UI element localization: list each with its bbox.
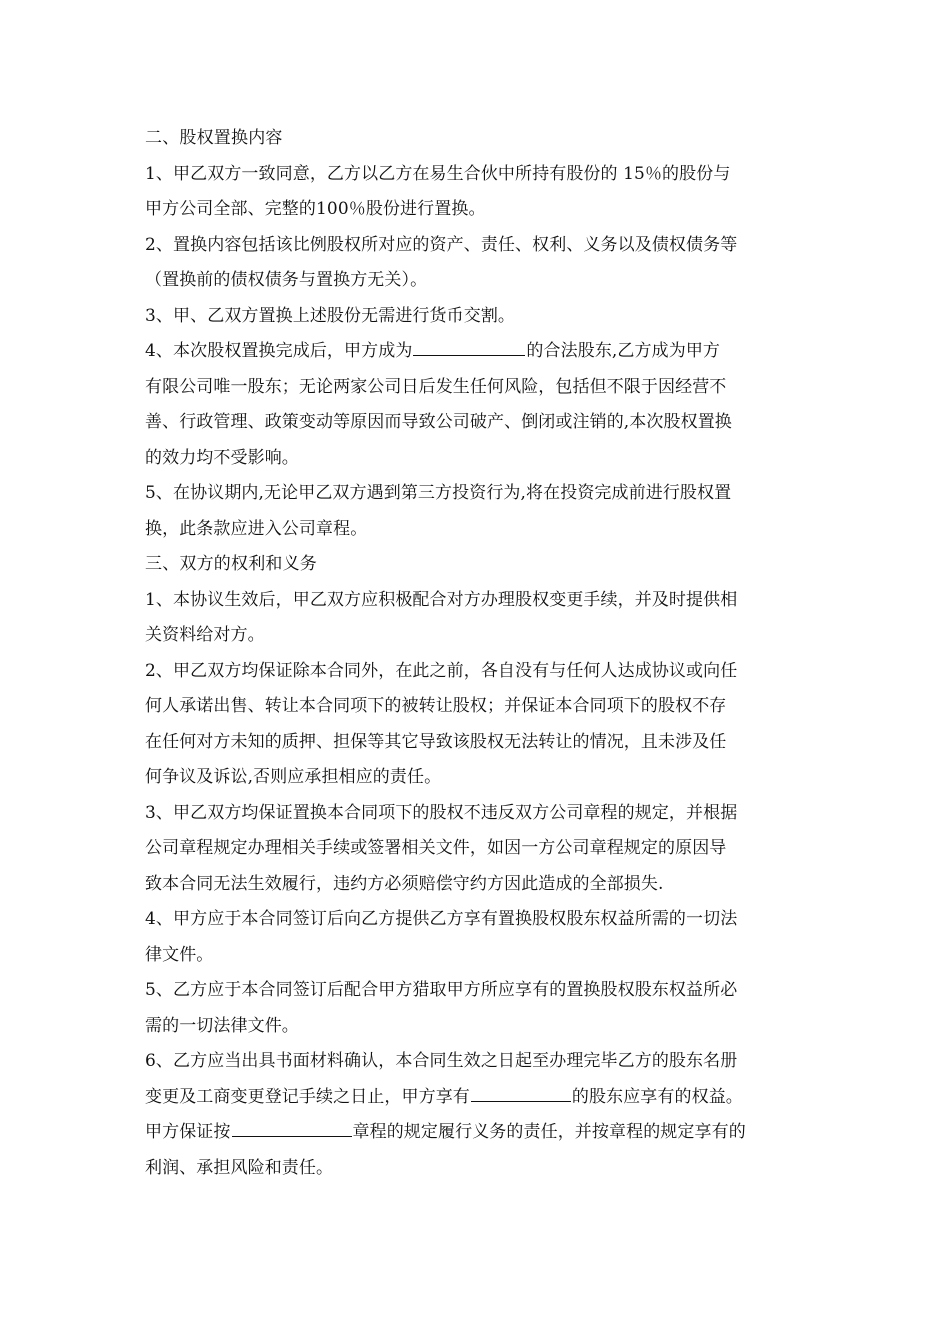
obligation-6-text-after-blank: 的股东应享有的权益。 — [571, 1086, 743, 1107]
clause-2-line-2: （置换前的债权债务与置换方无关）。 — [145, 270, 428, 290]
clause-4-line-3: 善、行政管理、政策变动等原因而导致公司破产、倒闭或注销的,本次股权置换 — [145, 412, 732, 432]
clause-4-line-1 — [145, 334, 815, 370]
obligation-2-line-1: 2、甲乙双方均保证除本合同外，在此之前，各自没有与任何人达成协议或向任 — [145, 660, 738, 681]
obligation-3-line-3: 致本合同无法生效履行，违约方必须赔偿守约方因此造成的全部损失. — [145, 873, 664, 894]
obligation-1-line-1: 1、本协议生效后，甲乙双方应积极配合对方办理股权变更手续，并及时提供相 — [145, 589, 738, 610]
clause-4-line-2: 有限公司唯一股东；无论两家公司日后发生任何风险，包括但不限于因经营不 — [145, 376, 727, 397]
fill-in-blank-company-articles[interactable] — [232, 1116, 352, 1137]
clause-5-line-1: 5、在协议期内,无论甲乙双方遇到第三方投资行为,将在投资完成前进行股权置 — [145, 483, 732, 503]
obligation-4-line-1: 4、甲方应于本合同签订后向乙方提供乙方享有置换股权股东权益所需的一切法 — [145, 909, 738, 929]
obligation-6-line-3-text-before-blank: 甲方保证按 — [145, 1122, 231, 1142]
section-heading-rights-obligations: 三、双方的权利和义务 — [145, 554, 317, 574]
obligation-6-line-4: 利润、承担风险和责任。 — [145, 1157, 334, 1178]
clause-4-text-before-blank: 4、本次股权置换完成后，甲方成为 — [145, 341, 413, 361]
obligation-3-line-2: 公司章程规定办理相关手续或签署相关文件，如因一方公司章程规定的原因导 — [145, 838, 727, 858]
clause-3-line-1: 3、甲、乙双方置换上述股份无需进行货币交割。 — [145, 305, 516, 326]
fill-in-blank-company-shareholder[interactable] — [471, 1081, 571, 1102]
clause-1-line-1: 1、甲乙双方一致同意，乙方以乙方在易生合伙中所持有股份的 15％的股份与 — [145, 163, 731, 184]
obligation-6-line-3 — [145, 1115, 815, 1151]
obligation-6-text-before-blank: 变更及工商变更登记手续之日止，甲方享有 — [145, 1086, 470, 1107]
clause-5-line-2: 换，此条款应进入公司章程。 — [145, 518, 368, 539]
section-heading-equity-swap: 二、股权置换内容 — [145, 128, 283, 148]
document-body — [145, 121, 815, 1186]
obligation-5-line-2: 需的一切法律文件。 — [145, 1015, 299, 1036]
obligation-5-line-1: 5、乙方应于本合同签订后配合甲方猎取甲方所应享有的置换股权股东权益所必 — [145, 980, 738, 1000]
obligation-4-line-2: 律文件。 — [145, 944, 214, 965]
fill-in-blank-shareholder-company[interactable] — [413, 335, 525, 356]
obligation-6-line-2 — [145, 1080, 815, 1116]
obligation-1-line-2: 关资料给对方。 — [145, 625, 265, 645]
obligation-6-line-3-text-after-blank: 章程的规定履行义务的责任，并按章程的规定享有的 — [352, 1122, 746, 1142]
clause-4-text-after-blank: 的合法股东,乙方成为甲方 — [526, 341, 721, 361]
obligation-2-line-4: 何争议及诉讼,否则应承担相应的责任。 — [145, 767, 442, 787]
clause-2-line-1: 2、置换内容包括该比例股权所对应的资产、责任、权利、义务以及债权债务等 — [145, 234, 738, 255]
clause-1-line-2: 甲方公司全部、完整的100％股份进行置换。 — [145, 199, 486, 219]
obligation-2-line-2: 何人承诺出售、转让本合同项下的被转让股权；并保证本合同项下的股权不存 — [145, 696, 727, 716]
obligation-2-line-3: 在任何对方未知的质押、担保等其它导致该股权无法转让的情况，且未涉及任 — [145, 731, 727, 752]
obligation-6-line-1: 6、乙方应当出具书面材料确认，本合同生效之日起至办理完毕乙方的股东名册 — [145, 1051, 738, 1071]
obligation-3-line-1: 3、甲乙双方均保证置换本合同项下的股权不违反双方公司章程的规定，并根据 — [145, 802, 738, 823]
clause-4-line-4: 的效力均不受影响。 — [145, 447, 299, 468]
